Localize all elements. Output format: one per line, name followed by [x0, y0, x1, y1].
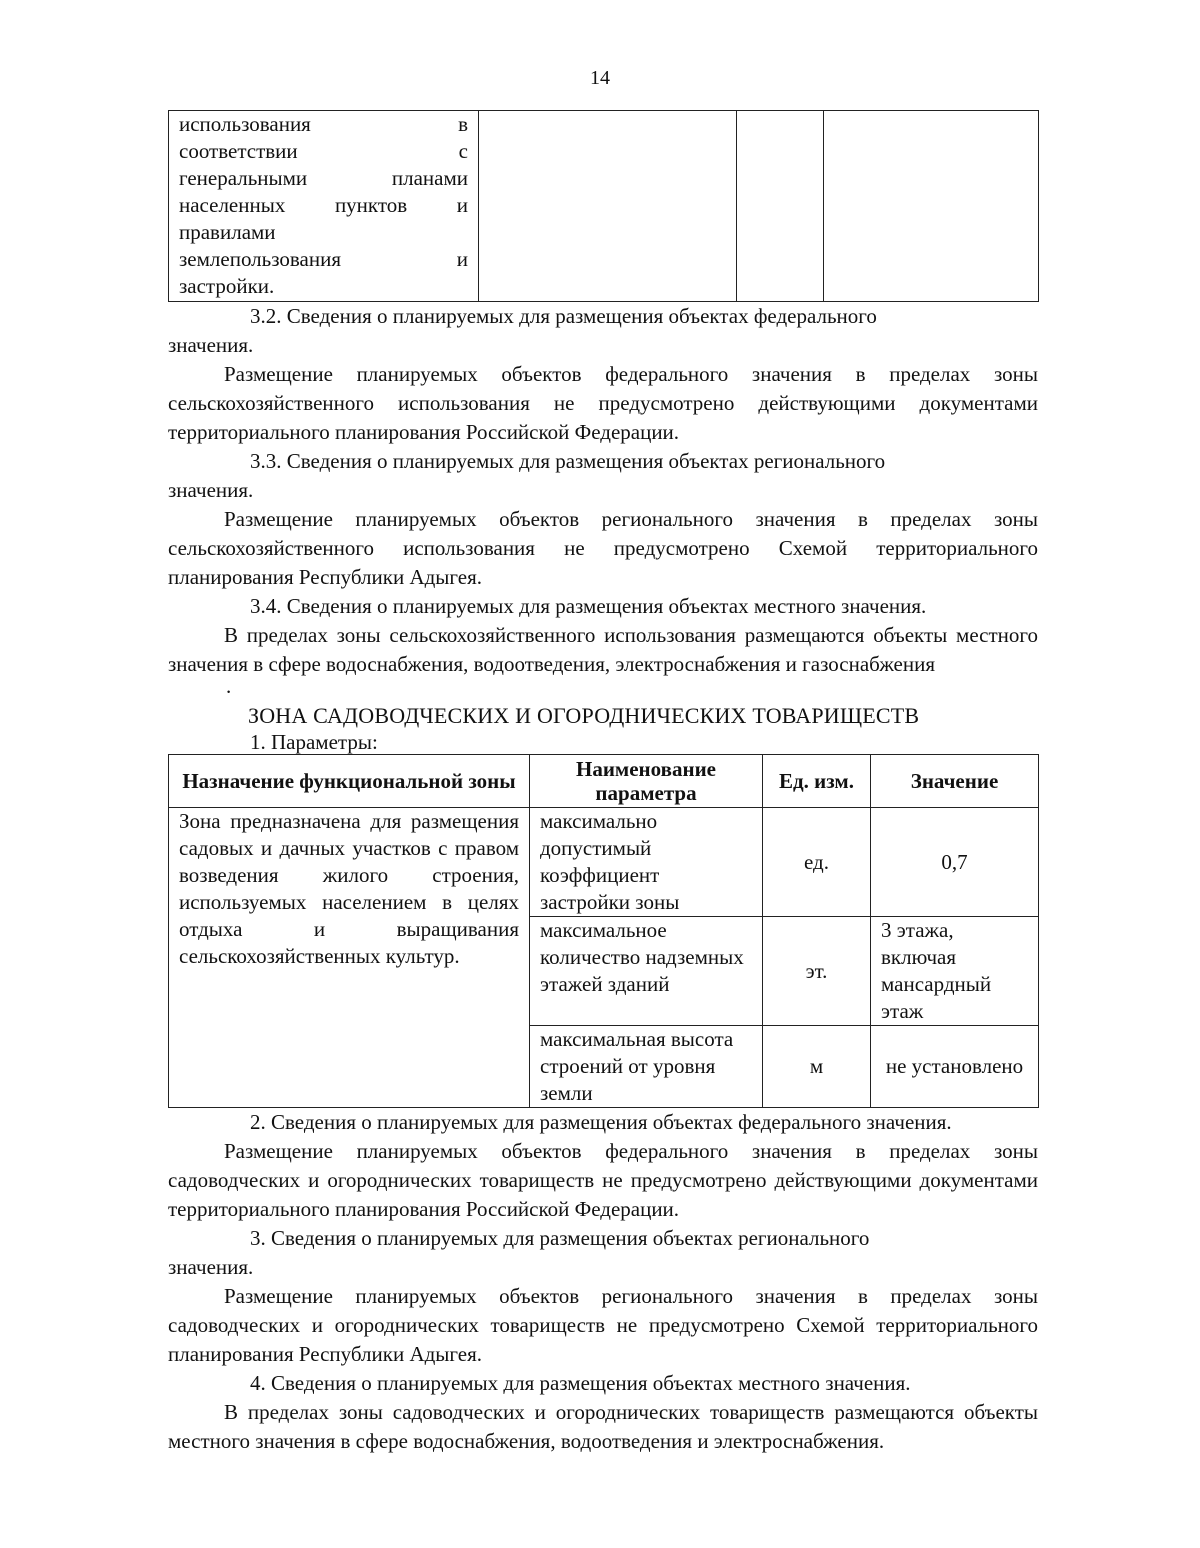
header-value: Значение [871, 755, 1039, 808]
empty-cell [479, 111, 737, 302]
params-label: 1. Параметры: [250, 730, 378, 754]
continued-cell-text [169, 111, 479, 302]
table-row [169, 111, 1039, 302]
param-cell: максимальное количество надземных этажей зданий [530, 917, 763, 1026]
section-heading-2: 2. Сведения о планируемых для размещения объектах федерального значения. [250, 1110, 952, 1134]
unit-cell: эт. [763, 917, 871, 1026]
zone-title: ЗОНА САДОВОДЧЕСКИХ И ОГОРОДНИЧЕСКИХ ТОВАРИЩЕСТВ [248, 703, 920, 728]
section-heading-3-3: 3.3. Сведения о планируемых для размещения объектах регионального [250, 449, 886, 473]
continued-table [168, 110, 1039, 302]
section-heading-3-cont: значения. [168, 1255, 254, 1279]
text-line: застройки. [179, 274, 275, 298]
header-purpose: Назначение функциональной зоны [169, 755, 530, 808]
paragraph-2: Размещение планируемых объектов федерального значения в пределах зоны садоводческих и огороднических товариществ не предусмотрено действующими документами территориального планирования Российской Федерации. [168, 1139, 1038, 1221]
table-row [169, 808, 1039, 917]
section-heading-3-2-cont: значения. [168, 333, 254, 357]
section-heading-3-2: 3.2. Сведения о планируемых для размещения объектах федерального [250, 304, 877, 328]
paragraph-3: Размещение планируемых объектов регионального значения в пределах зоны садоводческих и огороднических товариществ не предусмотрено Схемой территориального планирования Республики Адыгея. [168, 1284, 1038, 1366]
value-cell: не установлено [871, 1026, 1039, 1108]
paragraph-3-2: Размещение планируемых объектов федерального значения в пределах зоны сельскохозяйственного использования не предусмотрено действующими документами территориального планирования Российской Федерации. [168, 362, 1038, 444]
header-unit: Ед. изм. [763, 755, 871, 808]
paragraph-4: В пределах зоны садоводческих и огороднических товариществ размещаются объекты местного значения в сфере водоснабжения, водоотведения и электроснабжения. [168, 1400, 1038, 1453]
empty-cell [737, 111, 824, 302]
value-cell: 0,7 [871, 808, 1039, 917]
purpose-cell: Зона предназначена для размещения садовых и дачных участков с правом возведения жилого строения, используемых населением в целях отдыха и выращивания сельскохозяйственных культур. [169, 808, 530, 1108]
value-cell: 3 этажа, включая мансардный этаж [871, 917, 1039, 1026]
section-heading-4: 4. Сведения о планируемых для размещения объектах местного значения. [250, 1371, 911, 1395]
paragraph-3-3: Размещение планируемых объектов регионального значения в пределах зоны сельскохозяйственного использования не предусмотрено Схемой территориального планирования Республики Адыгея. [168, 507, 1038, 589]
section-heading-3-3-cont: значения. [168, 478, 254, 502]
params-table [168, 754, 1039, 1108]
table-header-row [169, 755, 1039, 808]
text-line: населенных пунктов и [179, 193, 468, 217]
paragraph-3-4: В пределах зоны сельскохозяйственного использования размещаются объекты местного значения в сфере водоснабжения, водоотведения, электроснабжения и газоснабжения [168, 623, 1038, 676]
page-number: 14 [590, 67, 610, 89]
unit-cell: м [763, 1026, 871, 1108]
param-cell: максимальная высота строений от уровня земли [530, 1026, 763, 1108]
section-heading-3: 3. Сведения о планируемых для размещения объектах регионального [250, 1226, 870, 1250]
text-line: правилами [179, 220, 276, 244]
unit-cell: ед. [763, 808, 871, 917]
stray-dot: . [226, 674, 232, 698]
section-heading-3-4: 3.4. Сведения о планируемых для размещения объектах местного значения. [250, 594, 927, 618]
text-line: генеральными планами [179, 166, 468, 190]
text-line: использования в [179, 112, 468, 136]
param-cell: максимально допустимый коэффициент застройки зоны [530, 808, 763, 917]
text-line: соответствии с [179, 139, 468, 163]
empty-cell [824, 111, 1039, 302]
text-line: землепользования и [179, 247, 468, 271]
header-param: Наименование параметра [530, 755, 763, 808]
document-body [168, 110, 1038, 1456]
